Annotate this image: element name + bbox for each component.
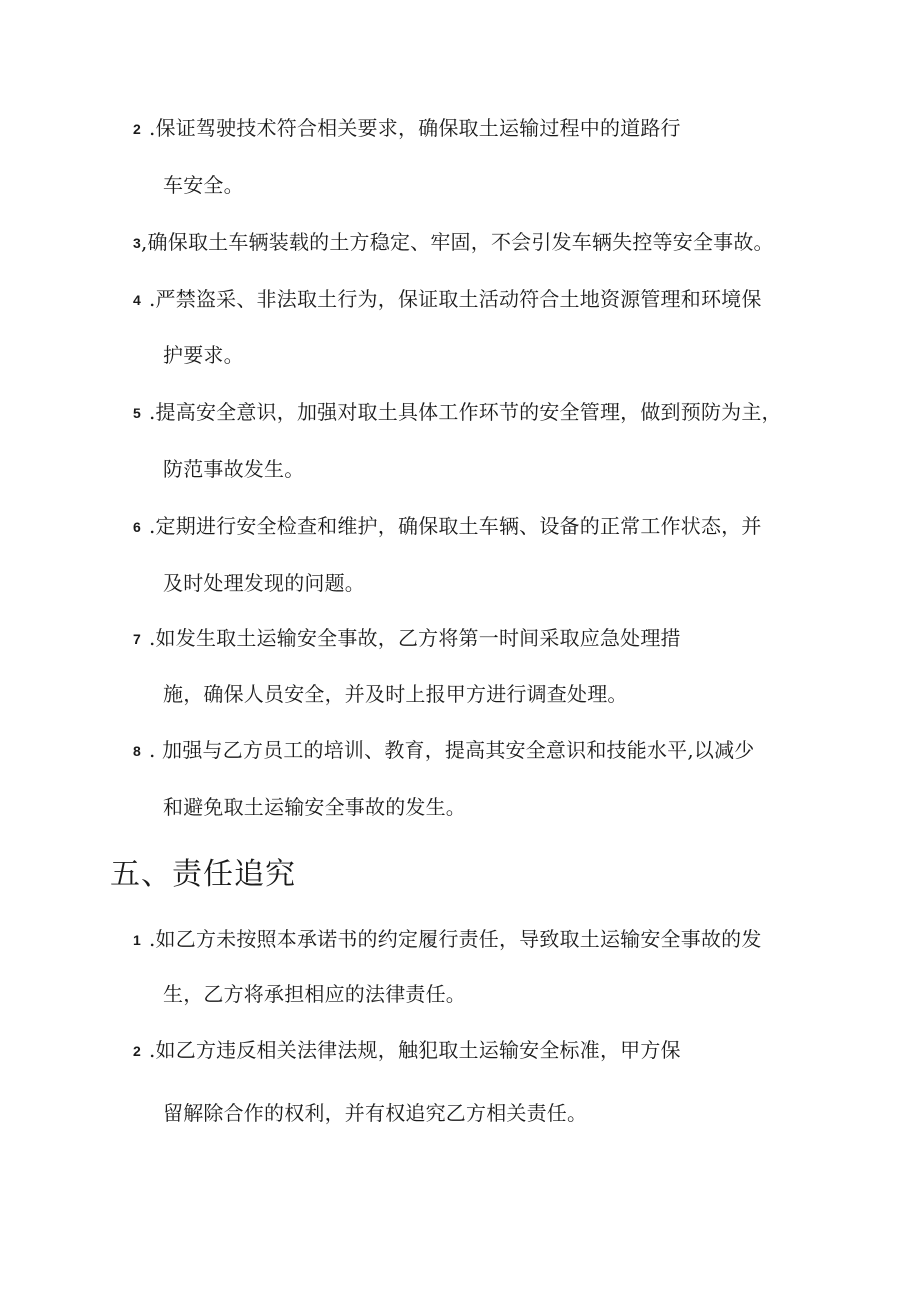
item-text: .保证驾驶技术符合相关要求，确保取土运输过程中的道路行 (149, 116, 681, 140)
item-text: . 加强与乙方员工的培训、教育，提高其安全意识和技能水平,以减少 (149, 738, 755, 762)
item-continuation: 留解除合作的权利，并有权追究乙方相关责任。 (163, 1101, 588, 1125)
item-number: 3 (133, 235, 141, 251)
list-item (133, 285, 762, 314)
item-number: 6 (133, 519, 141, 535)
list-item (133, 1036, 681, 1065)
item-number: 2 (133, 1043, 141, 1059)
item-continuation: 生，乙方将承担相应的法律责任。 (163, 982, 466, 1006)
item-number: 8 (133, 743, 141, 759)
list-item (133, 398, 782, 427)
item-text: .如发生取土运输安全事故，乙方将第一时间采取应急处理措 (149, 626, 681, 650)
list-item-number (133, 114, 681, 143)
item-continuation: 防范事故发生。 (163, 457, 305, 481)
item-number: 2 (133, 121, 141, 137)
item-continuation: 护要求。 (163, 343, 244, 367)
item-text: .严禁盗采、非法取土行为，保证取土活动符合土地资源管理和环境保 (149, 287, 762, 311)
item-number: 7 (133, 631, 141, 647)
item-text: .如乙方未按照本承诺书的约定履行责任，导致取土运输安全事故的发 (149, 927, 762, 951)
item-text: .如乙方违反相关法律法规，触犯取土运输安全标准，甲方保 (149, 1038, 681, 1062)
item-number: 5 (133, 405, 141, 421)
item-continuation: 及时处理发现的问题。 (163, 571, 365, 595)
item-continuation: 和避免取土运输安全事故的发生。 (163, 795, 466, 819)
item-number: 4 (133, 292, 141, 308)
list-item (133, 512, 762, 541)
item-number: 1 (133, 932, 141, 948)
section-heading: 五、责任追究 (110, 857, 296, 892)
list-item (133, 228, 774, 257)
list-item (133, 736, 754, 765)
item-text: .定期进行安全检查和维护，确保取土车辆、设备的正常工作状态，并 (149, 514, 762, 538)
item-text: ,确保取土车辆装载的土方稳定、牢固，不会引发车辆失控等安全事故。 (141, 230, 774, 254)
list-item (133, 624, 681, 653)
item-continuation: 车安全。 (163, 173, 244, 197)
item-continuation: 施，确保人员安全，并及时上报甲方进行调查处理。 (163, 682, 628, 706)
item-text: .提高安全意识，加强对取土具体工作环节的安全管理，做到预防为主， (149, 400, 782, 424)
list-item (133, 925, 762, 954)
